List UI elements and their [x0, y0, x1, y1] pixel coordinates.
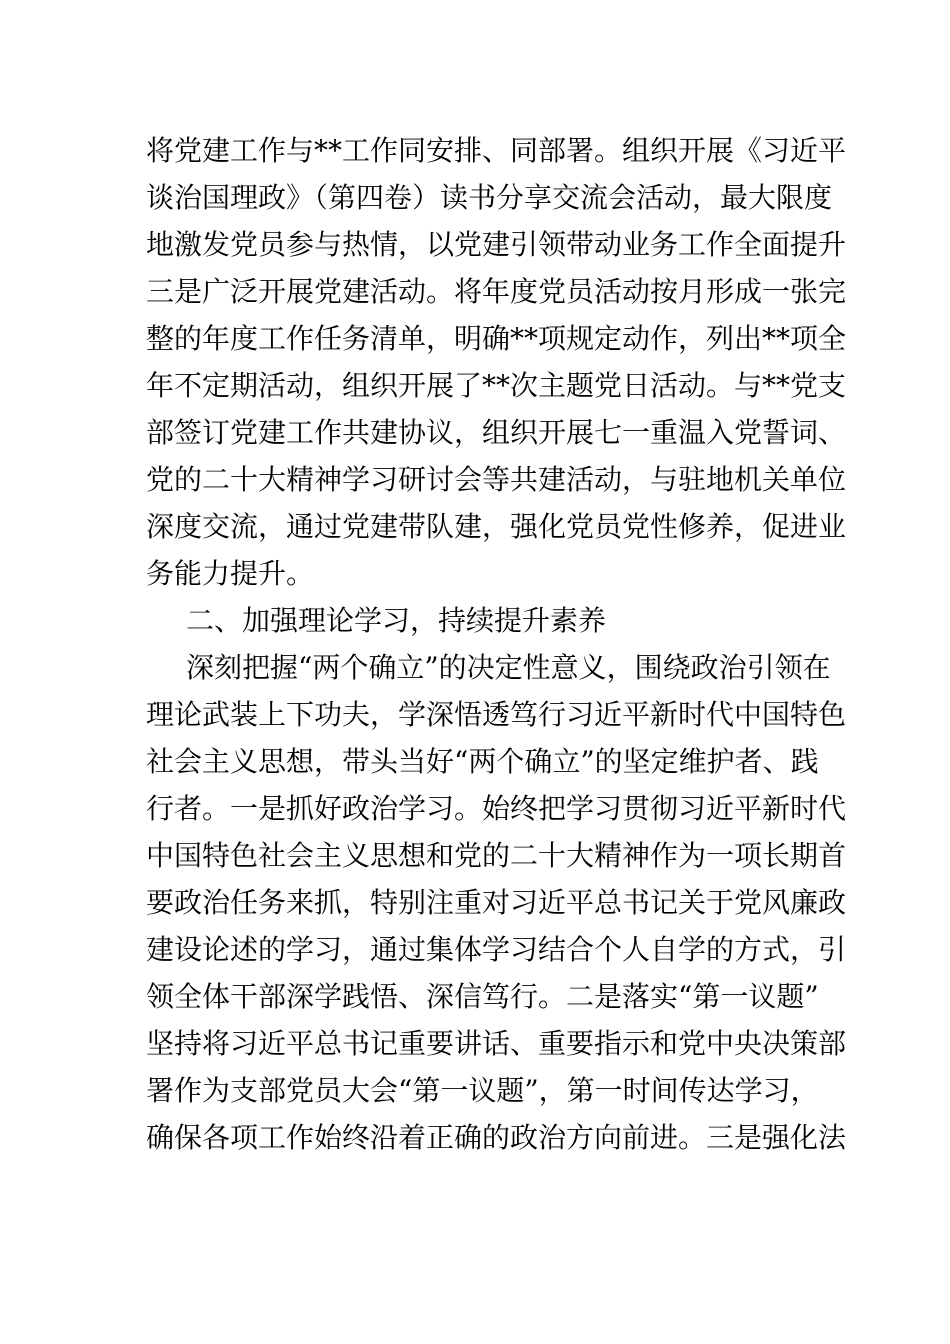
- text-line-10: 务能力提升。: [146, 557, 315, 590]
- text-line-8: 党的二十大精神学习研讨会等共建活动，与驻地机关单位: [146, 463, 847, 496]
- text-line-5: 整的年度工作任务清单，明确**项规定动作，列出**项全: [146, 322, 847, 355]
- text-line-16: 中国特色社会主义思想和党的二十大精神作为一项长期首: [146, 839, 847, 872]
- text-line-14: 社会主义思想，带头当好“两个确立”的坚定维护者、践: [146, 745, 819, 778]
- text-line-1: 将党建工作与**工作同安排、同部署。组织开展《习近平: [146, 134, 847, 167]
- text-line-21: 署作为支部党员大会“第一议题”，第一时间传达学习，: [146, 1074, 819, 1107]
- text-line-20: 坚持将习近平总书记重要讲话、重要指示和党中央决策部: [146, 1027, 847, 1060]
- text-line-2: 谈治国理政》（第四卷）读书分享交流会活动，最大限度: [146, 181, 833, 214]
- text-line-12: 深刻把握“两个确立”的决定性意义，围绕政治引领在: [186, 651, 831, 684]
- text-line-15: 行者。一是抓好政治学习。始终把学习贯彻习近平新时代: [146, 792, 847, 825]
- text-line-4: 三是广泛开展党建活动。将年度党员活动按月形成一张完: [146, 275, 847, 308]
- section-heading: 二、加强理论学习，持续提升素养: [186, 604, 607, 637]
- text-line-13: 理论武装上下功夫，学深悟透笃行习近平新时代中国特色: [146, 698, 847, 731]
- text-line-22: 确保各项工作始终沿着正确的政治方向前进。三是强化法: [146, 1121, 847, 1154]
- text-line-9: 深度交流，通过党建带队建，强化党员党性修养，促进业: [146, 510, 847, 543]
- text-line-19: 领全体干部深学践悟、深信笃行。二是落实“第一议题”: [146, 980, 819, 1013]
- text-line-18: 建设论述的学习，通过集体学习结合个人自学的方式，引: [146, 933, 847, 966]
- text-line-3: 地激发党员参与热情，以党建引领带动业务工作全面提升: [146, 228, 847, 261]
- text-line-6: 年不定期活动，组织开展了**次主题党日活动。与**党支: [146, 369, 847, 402]
- text-line-17: 要政治任务来抓，特别注重对习近平总书记关于党风廉政: [146, 886, 847, 919]
- text-line-7: 部签订党建工作共建协议，组织开展七一重温入党誓词、: [146, 416, 847, 449]
